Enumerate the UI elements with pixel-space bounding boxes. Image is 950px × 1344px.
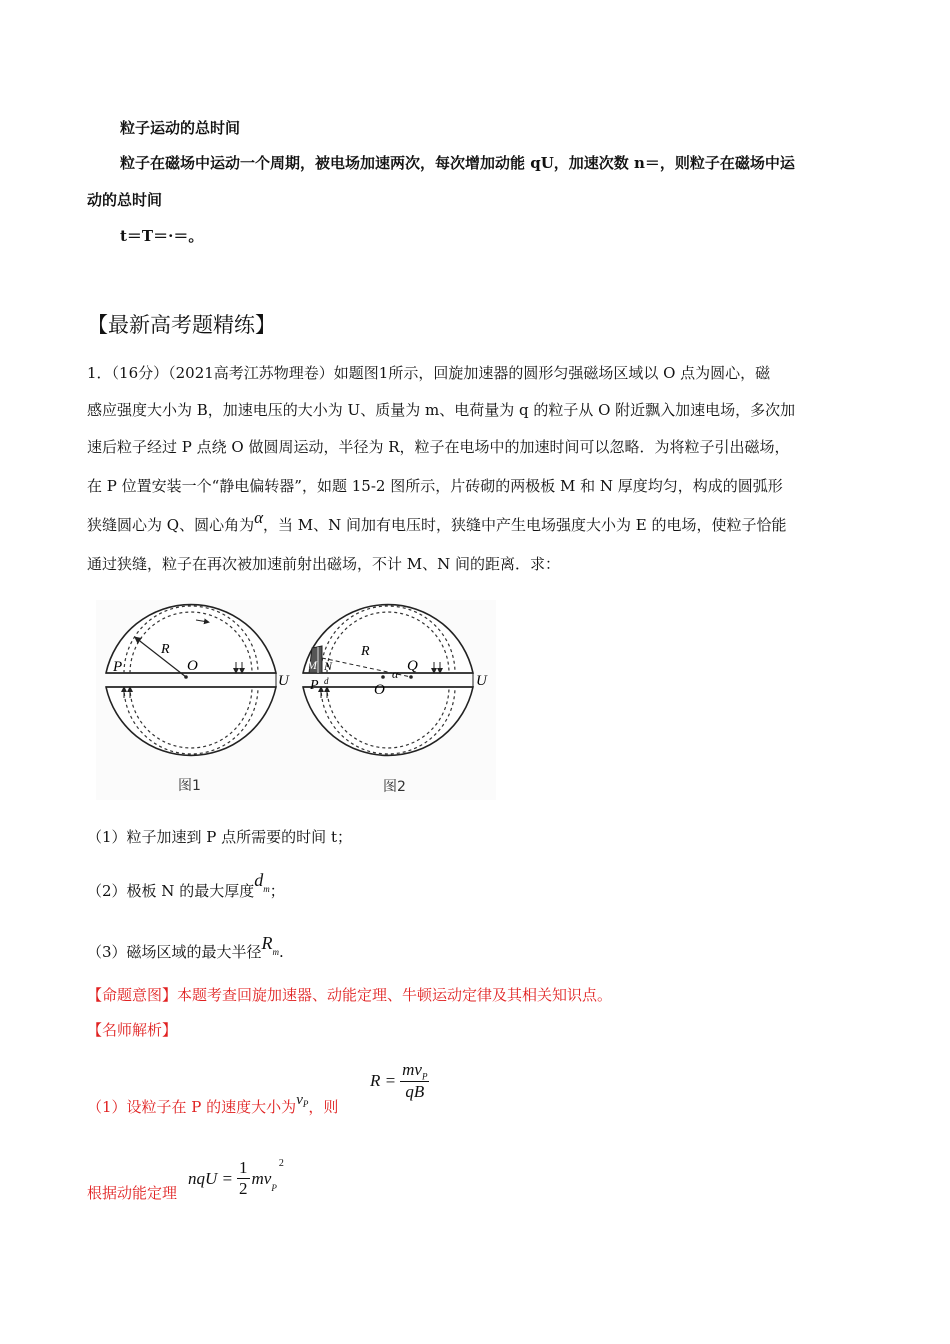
problem-line-3: 速后粒子经过 P 点绕 O 做圆周运动，半径为 R，粒子在电场中的加速时间可以忽略．为将粒子引出磁场， <box>87 438 790 456</box>
problem-line-5 <box>87 508 787 535</box>
eq1-denominator: qB <box>405 1082 425 1102</box>
eq2-fraction <box>237 1158 250 1199</box>
fig2-label-o: O <box>374 682 385 698</box>
dm-symbol: d <box>254 870 264 890</box>
problem-line-5-a: 狭缝圆心为 Q、圆心角为 <box>87 516 255 534</box>
problem-line-5-b: ，当 M、N 间加有电压时，狭缝中产生电场强度大小为 E 的电场，使粒子恰能 <box>263 516 787 534</box>
equation-radius <box>370 1060 429 1102</box>
question-2 <box>87 870 285 903</box>
analysis-label: 【名师解析】 <box>87 1021 178 1039</box>
fig2-label-m: M <box>307 658 317 672</box>
question-2-end: ； <box>269 882 285 900</box>
problem-line-1: 1．（16分）（2021高考江苏物理卷）如题图1所示，回旋加速器的圆形匀强磁场区域以 O 点为圆心，磁 <box>87 364 771 382</box>
fig2-label-p: P <box>310 678 319 693</box>
alpha-symbol: α <box>254 508 264 527</box>
fig1-label-o: O <box>187 658 198 674</box>
eq2-rhs-sup: 2 <box>278 1158 284 1169</box>
step-1-text-b: ，则 <box>308 1098 339 1116</box>
step-1-text <box>87 1092 339 1119</box>
rm-subscript: m <box>272 947 280 957</box>
top-line-3: 动的总时间 <box>87 191 163 209</box>
vp-subscript: P <box>302 1099 309 1109</box>
step-1-text-a: （1）设粒子在 P 的速度大小为 <box>87 1098 297 1116</box>
eq2-denominator: 2 <box>239 1179 248 1198</box>
question-2-text: （2）极板 N 的最大厚度 <box>87 882 255 900</box>
top-line-1: 粒子运动的总时间 <box>120 119 241 137</box>
fig2-label-u: U <box>476 673 487 689</box>
dm-subscript: m <box>263 884 270 894</box>
fig2-label-d: d <box>324 676 329 686</box>
fig1-caption: 图1 <box>178 778 201 794</box>
eq2-lhs: nqU = <box>188 1168 233 1188</box>
fig1-label-r: R <box>161 642 170 657</box>
eq2-numerator: 1 <box>239 1158 248 1177</box>
intent-line: 【命题意图】本题考查回旋加速器、动能定理、牛顿运动定律及其相关知识点。 <box>87 986 613 1004</box>
problem-line-6: 通过狭缝，粒子在再次被加速前射出磁场，不计 M、N 间的距离．求： <box>87 555 561 573</box>
problem-line-4: 在 P 位置安装一个“静电偏转器”，如题 15-2 图所示，片砖砌的两极板 M 和 N 厚度均匀，构成的圆弧形 <box>87 477 783 495</box>
fig2-caption: 图2 <box>383 779 406 795</box>
top-line-2: 粒子在磁场中运动一个周期，被电场加速两次，每次增加动能 qU，加速次数 n＝，则粒子在磁场中运 <box>120 154 795 172</box>
eq1-fraction <box>400 1060 429 1102</box>
rm-symbol: R <box>261 933 273 953</box>
cyclotron-figure-svg <box>96 600 496 800</box>
fig1-label-p: P <box>113 659 123 675</box>
question-1: （1）粒子加速到 P 点所需要的时间 t； <box>87 828 352 846</box>
fig1-label-u: U <box>278 673 289 689</box>
fig2-label-r: R <box>361 644 370 659</box>
eq2-rhs: mv <box>251 1168 272 1188</box>
question-3-end: . <box>279 943 284 961</box>
section-heading: 【最新高考题精练】 <box>87 313 276 337</box>
fig2-label-q: Q <box>407 658 418 674</box>
equation-energy <box>188 1158 284 1199</box>
question-3 <box>87 933 284 964</box>
eq2-rhs-sub: P <box>271 1183 277 1193</box>
eq1-numerator <box>400 1060 429 1082</box>
vp-symbol: v <box>296 1092 303 1108</box>
eq1-num-sub: P <box>421 1071 428 1082</box>
top-line-4: t＝T＝·＝。 <box>120 227 204 245</box>
eq1-lhs: R = <box>370 1071 397 1091</box>
eq1-num-text: mv <box>402 1060 422 1079</box>
step-2-text: 根据动能定理 <box>87 1184 178 1202</box>
fig2-label-alpha: α <box>392 667 399 681</box>
fig2-label-n: N <box>324 659 333 673</box>
cyclotron-figure <box>96 600 496 800</box>
question-3-text: （3）磁场区域的最大半径 <box>87 943 262 961</box>
problem-line-2: 感应强度大小为 B，加速电压的大小为 U、质量为 m、电荷量为 q 的粒子从 O 附近飘入加速电场，多次加 <box>87 401 796 419</box>
